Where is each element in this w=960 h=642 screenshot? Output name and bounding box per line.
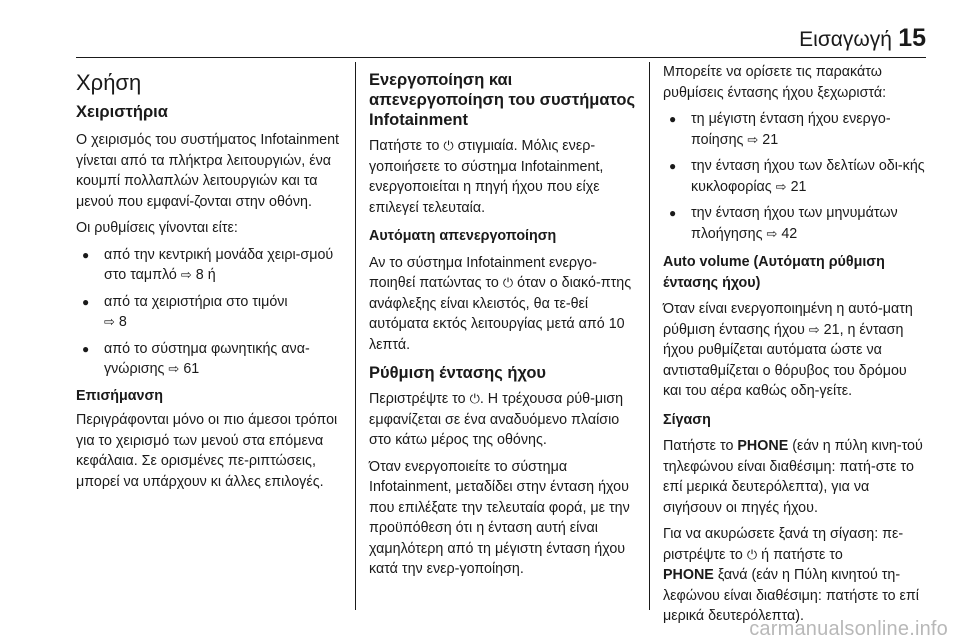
column-divider-2 <box>649 62 650 610</box>
settings-list <box>76 245 344 380</box>
column-divider-1 <box>355 62 356 610</box>
note-text: Περιγράφονται μόνο οι πιο άμεσοι τρόποι για το χειρισμό των μενού στα επόμενα κεφάλαια. Σε ορισμένες πε-ριπτώσεις, μπορεί να υπάρχουν κι άλλες επιλογές. <box>76 412 338 490</box>
note-title: Επισήμανση <box>76 387 163 404</box>
phone-button-label: PHONE <box>737 438 789 454</box>
header-rule <box>76 57 926 58</box>
page-ref-arrow-icon: ⇨ <box>747 131 759 147</box>
power-paragraph: Πατήστε το ⏻ στιγμιαία. Μόλις ενερ-γοποιήσετε το σύστημα Infotainment, ενεργοποιείται η πηγή ήχου που είχε επιλεγεί τελευταία. <box>369 138 604 216</box>
power-knob-icon: ⏻ <box>469 391 480 406</box>
watermark: carmanualsonline.info <box>749 618 948 640</box>
list-item: ● από το σύστημα φωνητικής ανα-γνώρισης ⇨ 61 <box>76 339 344 380</box>
section-title: Χρήση <box>76 70 142 95</box>
auto-volume-text: Όταν είναι ενεργοποιημένη η αυτό-ματη ρύθμιση έντασης ήχου ⇨ 21, η ένταση ήχου ρυθμίζεται αυτόματα ώστε να αντισταθμίζεται ο θόρυβος του δρόμου και του αέρα καθώς οδη-γείτε. <box>663 301 913 399</box>
unmute-text: Για να ακυρώσετε ξανά τη σίγαση: πε-ριστρέψτε το ⏻ ή πατήστε το PHONE ξανά (εάν η Πύλη κινητού τη-λεφώνου είναι διαθέσιμη: πατήστε το επί μερικά δευτερόλεπτα). <box>663 526 919 624</box>
page-ref[interactable]: ⇨ 8 <box>104 314 127 330</box>
volume-paragraph: Περιστρέψτε το ⏻. Η τρέχουσα ρύθ-μιση εμφανίζεται σε ένα αναδυόμενο πλαίσιο στο κάτω μέρος της οθόνης. <box>369 391 624 448</box>
column-3 <box>663 62 929 633</box>
page-ref[interactable]: ⇨ 8 <box>180 267 204 283</box>
page-ref-arrow-icon: ⇨ <box>168 361 180 376</box>
settings-intro: Οι ρυθμίσεις γίνονται είτε: <box>76 220 238 236</box>
page-ref[interactable]: ⇨ 21 <box>775 178 807 195</box>
volume-heading: Ρύθμιση έντασης ήχου <box>369 364 547 382</box>
page-number: 15 <box>898 24 926 52</box>
volume-paragraph-2: Όταν ενεργοποιείτε το σύστημα Infotainment, μεταδίδει στην ένταση ήχου που επιλέξατε την τελευταία φορά, με την προϋπόθεση ότι η ένταση αυτή είναι χαμηλότερη από τη μέγιστη ένταση ήχου κατά την ενερ-γοποίηση. <box>369 458 630 577</box>
page-ref-arrow-icon: ⇨ <box>104 314 115 329</box>
power-knob-icon: ⏻ <box>443 138 454 153</box>
page-ref[interactable]: ⇨ 21 <box>747 131 779 148</box>
mute-text: Πατήστε το PHONE (εάν η πύλη κινη-τού τηλεφώνου είναι διαθέσιμη: πατή-στε το επί μερικά δευτερόλεπτα), για να σιγήσουν οι πηγές ήχου. <box>663 438 923 516</box>
list-item: ● τη μέγιστη ένταση ήχου ενεργο-ποίησης ⇨ 21 <box>663 109 929 150</box>
page-ref-arrow-icon: ⇨ <box>180 267 192 282</box>
mute-title: Σίγαση <box>663 411 711 428</box>
power-heading: Ενεργοποίηση και απενεργοποίηση του συστήματος Infotainment <box>369 71 636 129</box>
auto-off-title: Αυτόματη απενεργοποίηση <box>369 228 557 244</box>
page-ref[interactable]: ⇨ 61 <box>168 361 200 377</box>
page-ref-arrow-icon: ⇨ <box>766 225 778 241</box>
column-1 <box>76 62 344 496</box>
page-ref-arrow-icon: ⇨ <box>775 178 787 194</box>
volume-settings-list <box>663 109 929 244</box>
list-item: ● την ένταση ήχου των δελτίων οδι-κής κυκλοφορίας ⇨ 21 <box>663 156 929 197</box>
auto-volume-title: Auto volume (Αυτόματη ρύθμιση έντασης ήχου) <box>663 254 885 291</box>
page-ref[interactable]: ⇨ 42 <box>766 225 798 242</box>
phone-button-label: PHONE <box>663 567 714 583</box>
page-ref[interactable]: ⇨ 21 <box>808 321 840 338</box>
auto-off-text: Αν το σύστημα Infotainment ενεργο-ποιηθεί πατώντας το ⏻ όταν ο διακό-πτης ανάφλεξης είναι κλειστός, θα τε-θεί αυτόματα εκτός λειτουργίας μετά από 10 λεπτά. <box>369 254 632 353</box>
list-item: ● από τα χειριστήρια στο τιμόνι ⇨ 8 <box>76 292 344 333</box>
controls-heading: Χειριστήρια <box>76 103 168 121</box>
volume-settings-intro: Μπορείτε να ορίσετε τις παρακάτω ρυθμίσεις έντασης ήχου ξεχωριστά: <box>663 64 887 101</box>
page-ref-arrow-icon: ⇨ <box>808 321 820 337</box>
header-title: Εισαγωγή <box>799 28 892 51</box>
page-header <box>0 0 960 62</box>
power-knob-icon: ⏻ <box>502 275 514 290</box>
list-item: ● την ένταση ήχου των μηνυμάτων πλοήγησης ⇨ 42 <box>663 203 929 244</box>
controls-intro: Ο χειρισμός του συστήματος Infotainment γίνεται από τα πλήκτρα λειτουργιών, ένα κουμπί πολλαπλών λειτουργιών και τα μενού που εμφανί-ζονται στην οθόνη. <box>76 132 340 210</box>
power-knob-icon: ⏻ <box>746 546 758 562</box>
column-2 <box>369 62 637 586</box>
list-item: ● από την κεντρική μονάδα χειρι-σμού στο ταμπλό ⇨ 8 ή <box>76 245 344 286</box>
note-box <box>76 386 344 493</box>
